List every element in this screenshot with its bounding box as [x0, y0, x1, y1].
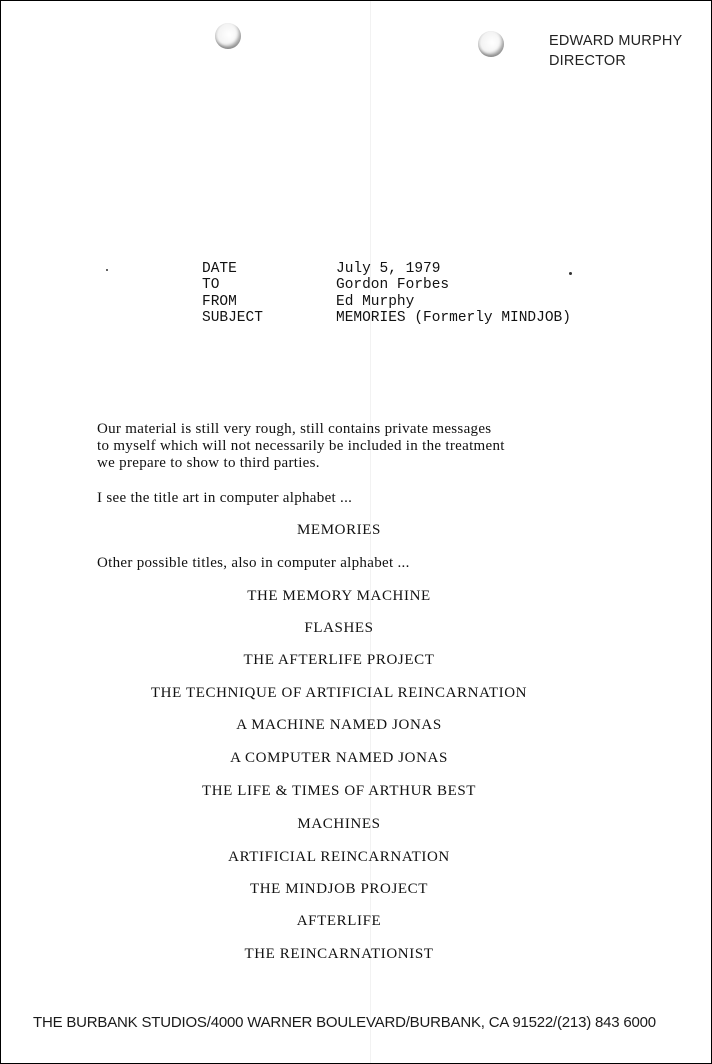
- title-item: FLASHES: [304, 620, 374, 636]
- subject-value: MEMORIES (Formerly MINDJOB): [336, 309, 571, 326]
- other-titles-line: Other possible titles, also in computer alphabet ...: [97, 555, 410, 571]
- title-item: THE LIFE & TIMES OF ARTHUR BEST: [201, 783, 477, 799]
- title-item: MACHINES: [297, 816, 381, 832]
- title-item: A MACHINE NAMED JONAS: [236, 717, 442, 733]
- memo-header: [202, 261, 571, 326]
- title-item: A COMPUTER NAMED JONAS: [230, 750, 448, 766]
- punch-hole-left: [215, 23, 241, 49]
- ink-speck: [106, 269, 108, 271]
- from-value: Ed Murphy: [336, 293, 415, 310]
- title-item: THE TECHNIQUE OF ARTIFICIAL REINCARNATION: [150, 685, 528, 701]
- title-art-line: I see the title art in computer alphabet ...: [97, 490, 353, 506]
- paragraph-line: we prepare to show to third parties.: [97, 455, 320, 471]
- footer-address: THE BURBANK STUDIOS/4000 WARNER BOULEVARD/BURBANK, CA 91522/(213) 843 6000: [33, 1014, 656, 1031]
- title-item: THE REINCARNATIONIST: [244, 946, 434, 962]
- intro-paragraph: [97, 421, 657, 472]
- date-label: DATE: [202, 261, 237, 277]
- letterhead: [549, 31, 682, 71]
- paragraph-line: to myself which will not necessarily be included in the treatment: [97, 438, 505, 454]
- subject-label: SUBJECT: [202, 309, 263, 326]
- memo-subject-row: [202, 310, 571, 326]
- title-item: THE MEMORY MACHINE: [247, 588, 431, 604]
- title-item: ARTIFICIAL REINCARNATION: [228, 849, 450, 865]
- title-item: THE AFTERLIFE PROJECT: [243, 652, 435, 668]
- to-value: Gordon Forbes: [336, 277, 450, 294]
- memo-to-row: [202, 277, 571, 293]
- to-label: TO: [202, 277, 220, 294]
- punch-hole-right: [478, 31, 504, 57]
- letterhead-name: EDWARD MURPHY: [549, 33, 683, 49]
- memo-from-row: [202, 294, 571, 310]
- paragraph-line: Our material is still very rough, still contains private messages: [97, 421, 492, 437]
- letterhead-role: DIRECTOR: [549, 53, 627, 69]
- date-value: July 5, 1979: [336, 261, 441, 277]
- memo-date-row: [202, 261, 571, 277]
- main-title: MEMORIES: [297, 522, 381, 538]
- title-item: AFTERLIFE: [296, 913, 382, 929]
- title-item: THE MINDJOB PROJECT: [249, 881, 429, 897]
- from-label: FROM: [202, 293, 237, 310]
